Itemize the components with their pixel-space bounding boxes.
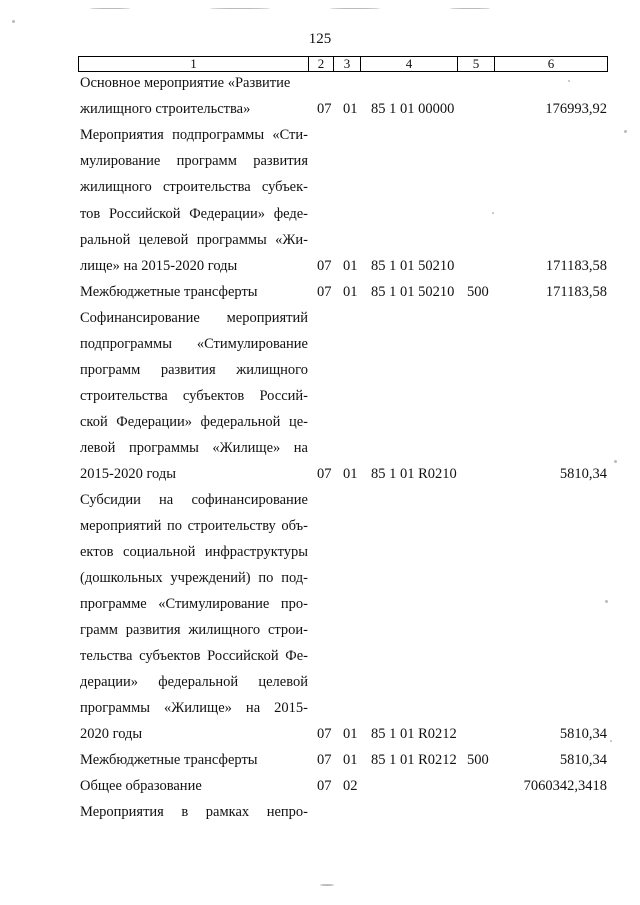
row-target-article: 85 1 01 R0212 <box>371 726 457 742</box>
row-target-article: 85 1 01 50210 <box>371 258 455 274</box>
scan-speck <box>610 740 612 742</box>
row-subsection: 01 <box>343 284 358 300</box>
row-expense-type: 500 <box>467 284 489 300</box>
scan-speck <box>568 80 570 82</box>
row-amount: 5810,34 <box>559 466 607 482</box>
row-name-line: лище» на 2015-2020 годы <box>80 258 238 274</box>
row-section: 07 <box>317 778 332 794</box>
row-section: 07 <box>317 101 332 117</box>
scan-speck <box>605 600 608 603</box>
row-section: 07 <box>317 284 332 300</box>
row-name-line: ектов социальной инфраструктуры <box>80 544 308 560</box>
row-name-line: дерации» федеральной целевой <box>80 674 308 690</box>
row-section: 07 <box>317 726 332 742</box>
row-target-article: 85 1 01 50210 <box>371 284 455 300</box>
row-target-article: 85 1 01 00000 <box>371 101 455 117</box>
row-name-line: Мероприятия в рамках непро- <box>80 804 308 820</box>
row-subsection: 01 <box>343 101 358 117</box>
row-name-line: (дошкольных учреждений) по под- <box>80 570 308 586</box>
row-name-line: Основное мероприятие «Развитие <box>80 75 291 91</box>
row-subsection: 02 <box>343 778 358 794</box>
row-name-line: программы «Жилище» на 2015- <box>80 700 308 716</box>
row-name-line: жилищного строительства субъек- <box>80 179 308 195</box>
scan-speck <box>320 884 334 886</box>
scan-speck <box>330 8 380 9</box>
row-name-line: ральной целевой программы «Жи- <box>80 232 308 248</box>
page-number: 125 <box>308 31 332 47</box>
row-section: 07 <box>317 258 332 274</box>
header-col-3: 3 <box>334 57 361 71</box>
header-col-2: 2 <box>309 57 334 71</box>
row-section: 07 <box>317 752 332 768</box>
scan-speck <box>624 130 627 133</box>
scan-speck <box>492 212 494 214</box>
row-subsection: 01 <box>343 726 358 742</box>
row-amount: 5810,34 <box>559 726 607 742</box>
row-expense-type: 500 <box>467 752 489 768</box>
row-subsection: 01 <box>343 258 358 274</box>
header-col-6: 6 <box>547 56 555 71</box>
header-col-1: 1 <box>79 57 309 71</box>
row-name-line: строительства субъектов Россий- <box>80 388 308 404</box>
row-amount: 171183,58 <box>545 258 607 274</box>
row-name-line: тов Российской Федерации» феде- <box>80 206 308 222</box>
row-name-line: мероприятий по строительству объ- <box>80 518 308 534</box>
table-header <box>78 56 608 72</box>
row-amount: 171183,58 <box>545 284 607 300</box>
row-target-article: 85 1 01 R0212 <box>371 752 457 768</box>
header-col-5: 5 <box>458 57 495 71</box>
row-subsection: 01 <box>343 466 358 482</box>
row-name-line: грамм развития жилищного строи- <box>80 622 308 638</box>
row-section: 07 <box>317 466 332 482</box>
row-name-line: Мероприятия подпрограммы «Сти- <box>80 127 308 143</box>
row-name-line: Межбюджетные трансферты <box>80 752 258 768</box>
row-name-line: ской Федерации» федеральной це- <box>80 414 308 430</box>
row-amount: 176993,92 <box>545 101 607 117</box>
row-target-article: 85 1 01 R0210 <box>371 466 457 482</box>
row-name-line: программ развития жилищного <box>80 362 308 378</box>
row-subsection: 01 <box>343 752 358 768</box>
row-name-line: 2020 годы <box>80 726 143 742</box>
row-name-line: Общее образование <box>80 778 202 794</box>
row-name-line: тельства субъектов Российской Фе- <box>80 648 308 664</box>
row-name-line: Субсидии на софинансирование <box>80 492 308 508</box>
row-amount: 5810,34 <box>559 752 607 768</box>
scan-speck <box>90 8 130 9</box>
row-name-line: Софинансирование мероприятий <box>80 310 308 326</box>
header-col-4: 4 <box>361 57 458 71</box>
row-name-line: жилищного строительства» <box>80 101 251 117</box>
scan-speck <box>12 20 15 23</box>
scan-speck <box>450 8 490 9</box>
row-name-line: 2015-2020 годы <box>80 466 176 482</box>
row-name-line: левой программы «Жилище» на <box>80 440 308 456</box>
scan-speck <box>614 460 617 463</box>
row-name-line: мулирование программ развития <box>80 153 308 169</box>
row-name-line: программе «Стимулирование про- <box>80 596 308 612</box>
row-name-line: Межбюджетные трансферты <box>80 284 258 300</box>
scan-speck <box>210 8 270 9</box>
row-name-line: подпрограммы «Стимулирование <box>80 336 308 352</box>
row-amount: 7060342,3418 <box>523 778 607 794</box>
